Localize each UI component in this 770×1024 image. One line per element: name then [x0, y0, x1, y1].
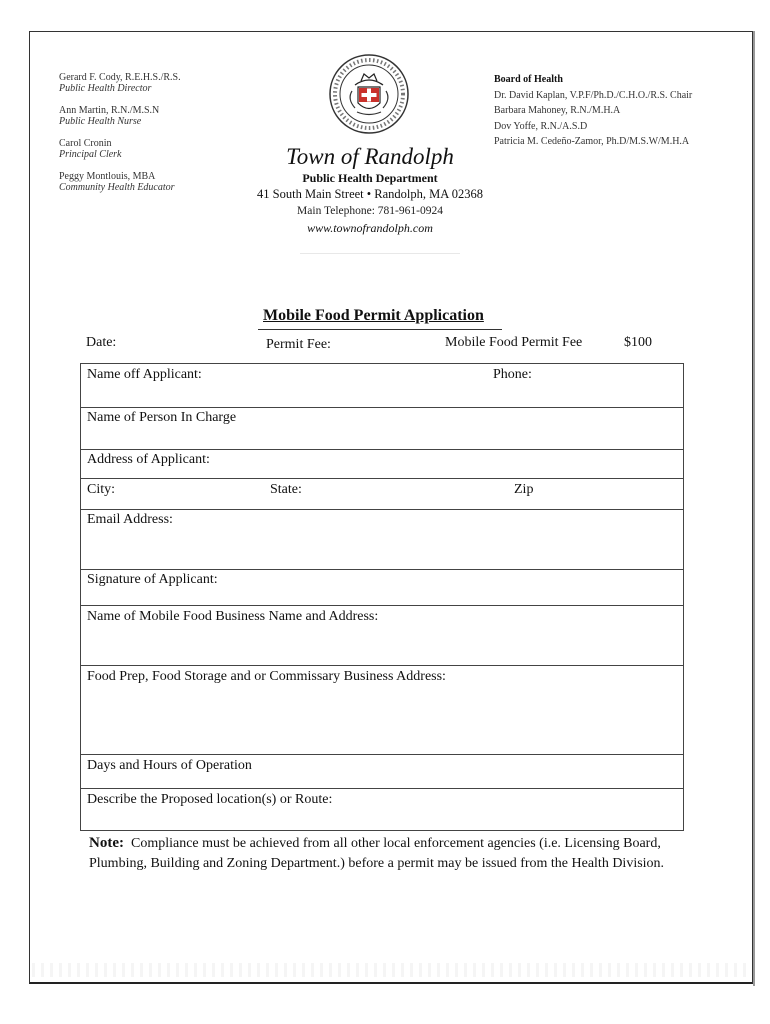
email-field[interactable]: Email Address: [87, 512, 173, 527]
date-label[interactable]: Date: [86, 335, 117, 350]
staff-list [59, 72, 181, 204]
board-member: Barbara Mahoney, R.N./M.H.A [494, 105, 621, 116]
hours-of-operation-field[interactable]: Days and Hours of Operation [87, 758, 252, 773]
commissary-address-field[interactable]: Food Prep, Food Storage and or Commissary Business Address: [87, 669, 446, 684]
staff-title: Public Health Nurse [59, 116, 142, 127]
staff-name: Carol Cronin [59, 138, 112, 149]
staff-name: Gerard F. Cody, R.E.H.S./R.S. [59, 72, 181, 83]
scan-noise [32, 963, 750, 977]
website-link[interactable]: www.townofrandolph.com [307, 221, 433, 235]
applicant-name-field[interactable]: Name off Applicant: [87, 367, 202, 382]
board-member: Patricia M. Cedeño-Zamor, Ph.D/M.S.W/M.H.A [494, 136, 690, 147]
board-of-health [494, 72, 692, 150]
form-rule [81, 569, 683, 570]
town-name: Town of Randolph [286, 144, 454, 169]
board-heading: Board of Health [494, 74, 563, 85]
letterhead [230, 142, 510, 236]
signature-field[interactable]: Signature of Applicant: [87, 572, 218, 587]
applicant-address-field[interactable]: Address of Applicant: [87, 452, 210, 467]
permit-fee-label[interactable]: Permit Fee: [266, 337, 331, 352]
person-in-charge-field[interactable]: Name of Person In Charge [87, 410, 237, 425]
divider [300, 253, 460, 254]
board-member: Dov Yoffe, R.N./A.S.D [494, 120, 588, 132]
form-rule [81, 478, 683, 479]
compliance-note [89, 833, 669, 874]
business-name-field[interactable]: Name of Mobile Food Business Name and Address: [87, 609, 379, 624]
form-rule [81, 407, 683, 408]
form-rule [81, 665, 683, 666]
fee-type: Mobile Food Permit Fee [445, 335, 583, 350]
staff-name: Ann Martin, R.N./M.S.N [59, 105, 160, 116]
board-member: Dr. David Kaplan, V.P.F/Ph.D./C.H.O./R.S. Chair [494, 89, 693, 101]
state-field[interactable]: State: [270, 482, 302, 497]
form-rule [81, 754, 683, 755]
zip-field[interactable]: Zip [514, 482, 534, 497]
staff-name: Peggy Montlouis, MBA [59, 171, 156, 182]
title-underline [258, 329, 502, 330]
staff-title: Principal Clerk [59, 149, 122, 160]
proposed-location-field[interactable]: Describe the Proposed location(s) or Route: [87, 792, 333, 807]
city-field[interactable]: City: [87, 482, 116, 497]
fee-amount: $100 [624, 335, 652, 350]
staff-title: Public Health Director [59, 83, 152, 94]
department-name: Public Health Department [302, 171, 438, 185]
town-seal-icon [328, 51, 410, 137]
form-rule [81, 509, 683, 510]
phone-field[interactable]: Phone: [493, 367, 532, 382]
form-rule [81, 605, 683, 606]
application-form [80, 363, 684, 831]
note-heading: Note: [89, 835, 124, 851]
staff-person [59, 105, 181, 127]
staff-title: Community Health Educator [59, 182, 175, 193]
note-text: Compliance must be achieved from all other local enforcement agencies (i.e. Licensing Board, Plumbing, Building and Zoning Department.) before a permit may be issued from the Health Division. [89, 836, 665, 871]
staff-person [59, 138, 181, 160]
form-title: Mobile Food Permit Application [263, 307, 484, 324]
department-address: 41 South Main Street • Randolph, MA 02368 [257, 187, 483, 201]
main-telephone: Main Telephone: 781-961-0924 [297, 205, 443, 217]
staff-person [59, 171, 181, 193]
form-rule [81, 449, 683, 450]
staff-person [59, 72, 181, 94]
form-rule [81, 788, 683, 789]
page-edge-shadow [753, 31, 755, 986]
